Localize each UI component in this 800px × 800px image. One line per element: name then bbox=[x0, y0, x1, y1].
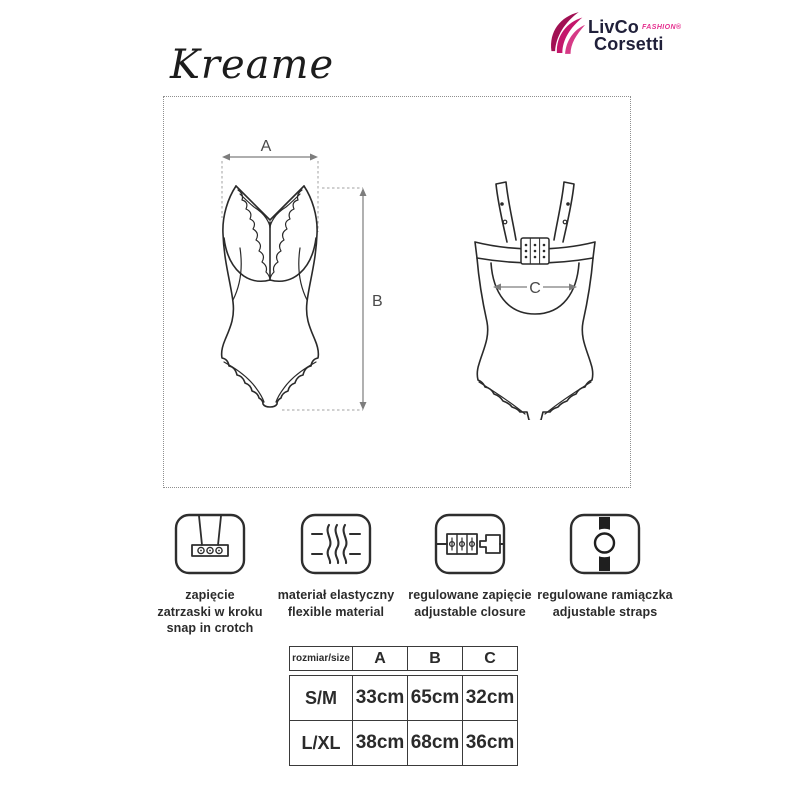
caption-line: regulowane zapięcie bbox=[408, 588, 532, 602]
flexible-material-icon bbox=[300, 513, 372, 575]
table-row bbox=[290, 721, 518, 766]
header-a: A bbox=[353, 647, 408, 671]
label-a: A bbox=[260, 140, 272, 155]
caption-line: snap in crotch bbox=[166, 621, 254, 635]
size-lxl: L/XL bbox=[290, 721, 353, 766]
brand-swirl-icon bbox=[546, 10, 586, 56]
feature-adjustable-straps bbox=[525, 513, 685, 620]
lxl-b: 68cm bbox=[408, 721, 463, 766]
brand-logo bbox=[546, 10, 682, 56]
product-title: Kreame bbox=[170, 42, 335, 88]
bodysuit-front-drawing bbox=[200, 140, 390, 430]
label-c: C bbox=[529, 280, 541, 297]
snap-crotch-icon bbox=[174, 513, 246, 575]
caption-line: flexible material bbox=[287, 604, 385, 619]
size-table-body bbox=[289, 675, 518, 766]
dimension-b bbox=[282, 188, 383, 410]
caption-line: zatrzaski w kroku bbox=[157, 604, 263, 619]
feature-caption bbox=[525, 587, 685, 620]
caption-line: materiał elastyczny bbox=[277, 588, 395, 602]
bodysuit-back-drawing bbox=[465, 170, 605, 420]
brand-tagline: FASHION® bbox=[642, 24, 682, 31]
brand-name-top: LivCo bbox=[588, 17, 640, 37]
brand-wordmark bbox=[588, 19, 682, 52]
back-clasp bbox=[521, 238, 549, 264]
size-table-header bbox=[289, 646, 518, 671]
label-b: B bbox=[372, 293, 383, 310]
sm-a: 33cm bbox=[353, 676, 408, 721]
header-c: C bbox=[463, 647, 518, 671]
header-b: B bbox=[408, 647, 463, 671]
size-table bbox=[289, 646, 518, 766]
caption-line: adjustable closure bbox=[414, 604, 526, 619]
back-straps bbox=[496, 182, 574, 242]
adjustable-straps-icon bbox=[569, 513, 641, 575]
table-row bbox=[290, 676, 518, 721]
sm-b: 65cm bbox=[408, 676, 463, 721]
caption-line: adjustable straps bbox=[552, 604, 658, 619]
table-header-row bbox=[290, 647, 518, 671]
brand-name-bottom: Corsetti bbox=[594, 33, 664, 54]
dimension-c bbox=[493, 277, 577, 297]
lxl-a: 38cm bbox=[353, 721, 408, 766]
sm-c: 32cm bbox=[463, 676, 518, 721]
adjustable-closure-icon bbox=[434, 513, 506, 575]
caption-line: zapięcie bbox=[185, 588, 235, 602]
lxl-c: 36cm bbox=[463, 721, 518, 766]
caption-line: regulowane ramiączka bbox=[537, 588, 673, 602]
size-sm: S/M bbox=[290, 676, 353, 721]
header-rozmiar-size: rozmiar/size bbox=[290, 647, 353, 671]
